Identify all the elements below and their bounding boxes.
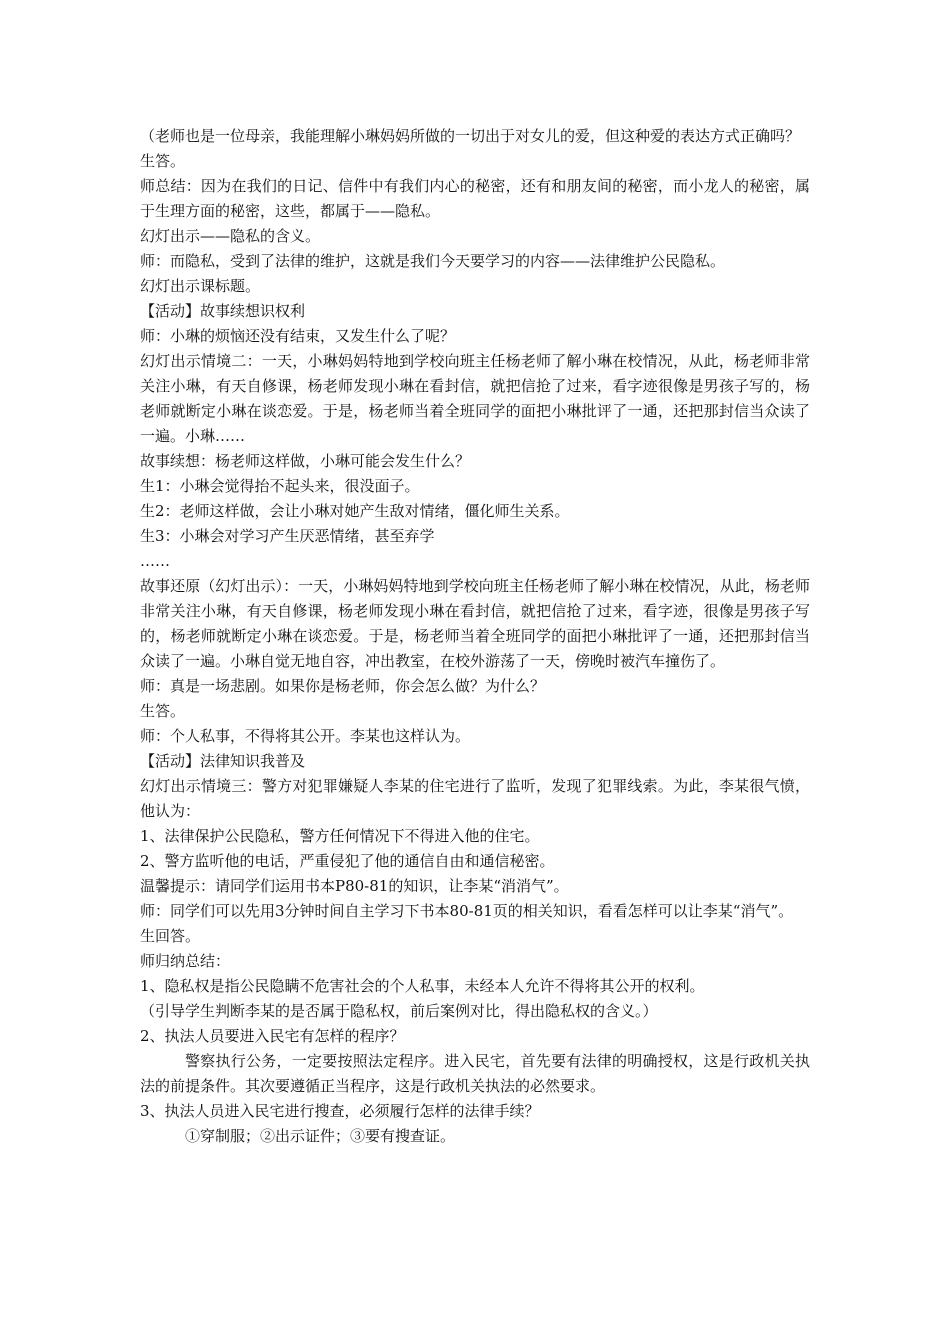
paragraph-point-1: 1、隐私权是指公民隐瞒不危害社会的个人私事，未经本人允许不得将其公开的权利。 [140, 977, 705, 995]
paragraph-guide-note: （引导学生判断李某的是否属于隐私权，前后案例对比，得出隐私权的含义。） [140, 1002, 658, 1020]
paragraph-point-2: 2、执法人员要进入民宅有怎样的程序？ [140, 1027, 405, 1045]
paragraph-search-requirements: ①穿制服；②出示证件；③要有搜查证。 [185, 1127, 456, 1145]
paragraph-tip: 温馨提示：请同学们运用书本P80-81的知识，让李某“消消气”。 [140, 877, 569, 895]
paragraph-police-procedure: 警察执行公务，一定要按照法定程序。进入民宅，首先要有法律的明确授权，这是行政机关执法的前提条件。其次要遵循正当程序，这是行政机关执法的必然要求。 [140, 1052, 810, 1095]
paragraph-ellipsis: …… [140, 552, 170, 570]
paragraph-student-2: 生2：老师这样做，会让小琳对她产生敌对情绪，僵化师生关系。 [140, 502, 570, 520]
paragraph-teacher-law-topic: 师：而隐私，受到了法律的维护，这就是我们今天要学习的内容——法律维护公民隐私。 [140, 252, 726, 270]
paragraph-teacher-conclusion: 师归纳总结： [140, 952, 231, 970]
paragraph-claim-2: 2、警方监听他的电话，严重侵犯了他的通信自由和通信秘密。 [140, 852, 555, 870]
paragraph-scenario-three: 幻灯出示情境三：警方对犯罪嫌疑人李某的住宅进行了监听，发现了犯罪线索。为此，李某很气愤，他认为： [140, 777, 810, 820]
paragraph-point-3: 3、执法人员进入民宅进行搜查，必须履行怎样的法律手续？ [140, 1102, 540, 1120]
paragraph-teacher-private-matter: 师：个人私事，不得将其公开。李某也这样认为。 [140, 727, 471, 745]
heading-activity-story: 【活动】故事续想识权利 [140, 302, 306, 320]
paragraph-teacher-tragedy: 师：真是一场悲剧。如果你是杨老师，你会怎么做？为什么？ [140, 677, 546, 695]
paragraph-student-3: 生3：小琳会对学习产生厌恶情绪，甚至弃学 [140, 527, 435, 545]
paragraph-story-restore: 故事还原（幻灯出示）：一天，小琳妈妈特地到学校向班主任杨老师了解小琳在校情况，从此，杨老师非常关注小琳，有天自修课，杨老师发现小琳在看封信，就把信抢了过来，看字迹，很像是男孩子写的，杨老师就断定小琳在谈恋爱。于是，杨老师当着全班同学的面把小琳批评了一通，还把那封信当众读了一遍。小琳自觉无地自容，冲出教室，在校外游荡了一天，傍晚时被汽车撞伤了。 [140, 577, 810, 670]
paragraph-scenario-two: 幻灯出示情境二：一天，小琳妈妈特地到学校向班主任杨老师了解小琳在校情况，从此，杨老师非常关注小琳，有天自修课，杨老师发现小琳在看封信，就把信抢了过来，看字迹很像是男孩子写的，杨老师就断定小琳在谈恋爱。于是，杨老师当着全班同学的面把小琳批评了一通，还把那封信当众读了一遍。小琳…… [140, 352, 810, 445]
paragraph-slide-title: 幻灯出示课标题。 [140, 277, 261, 295]
heading-activity-law: 【活动】法律知识我普及 [140, 752, 306, 770]
paragraph-claim-1: 1、法律保护公民隐私，警方任何情况下不得进入他的住宅。 [140, 827, 540, 845]
paragraph-student-1: 生1：小琳会觉得抬不起头来，很没面子。 [140, 477, 420, 495]
paragraph-slide-privacy-meaning: 幻灯出示——隐私的含义。 [140, 227, 321, 245]
paragraph-story-continue: 故事续想：杨老师这样做，小琳可能会发生什么？ [140, 452, 471, 470]
paragraph-teacher-summary: 师总结：因为在我们的日记、信件中有我们内心的秘密，还有和朋友间的秘密，而小龙人的秘密，属于生理方面的秘密，这些，都属于——隐私。 [140, 177, 810, 220]
paragraph-teacher-question: 师：小琳的烦恼还没有结束，又发生什么了呢？ [140, 327, 456, 345]
paragraph-teacher-self-study: 师：同学们可以先用3分钟时间自主学习下书本80-81页的相关知识，看看怎样可以让李某“消气”。 [140, 902, 794, 920]
paragraph-student-answer-1: 生答。 [140, 152, 186, 170]
paragraph-student-reply: 生回答。 [140, 927, 201, 945]
paragraph-intro-question: （老师也是一位母亲，我能理解小琳妈妈所做的一切出于对女儿的爱，但这种爱的表达方式正确吗？ [140, 127, 801, 145]
document-page [140, 124, 810, 1149]
paragraph-student-answer-2: 生答。 [140, 702, 186, 720]
